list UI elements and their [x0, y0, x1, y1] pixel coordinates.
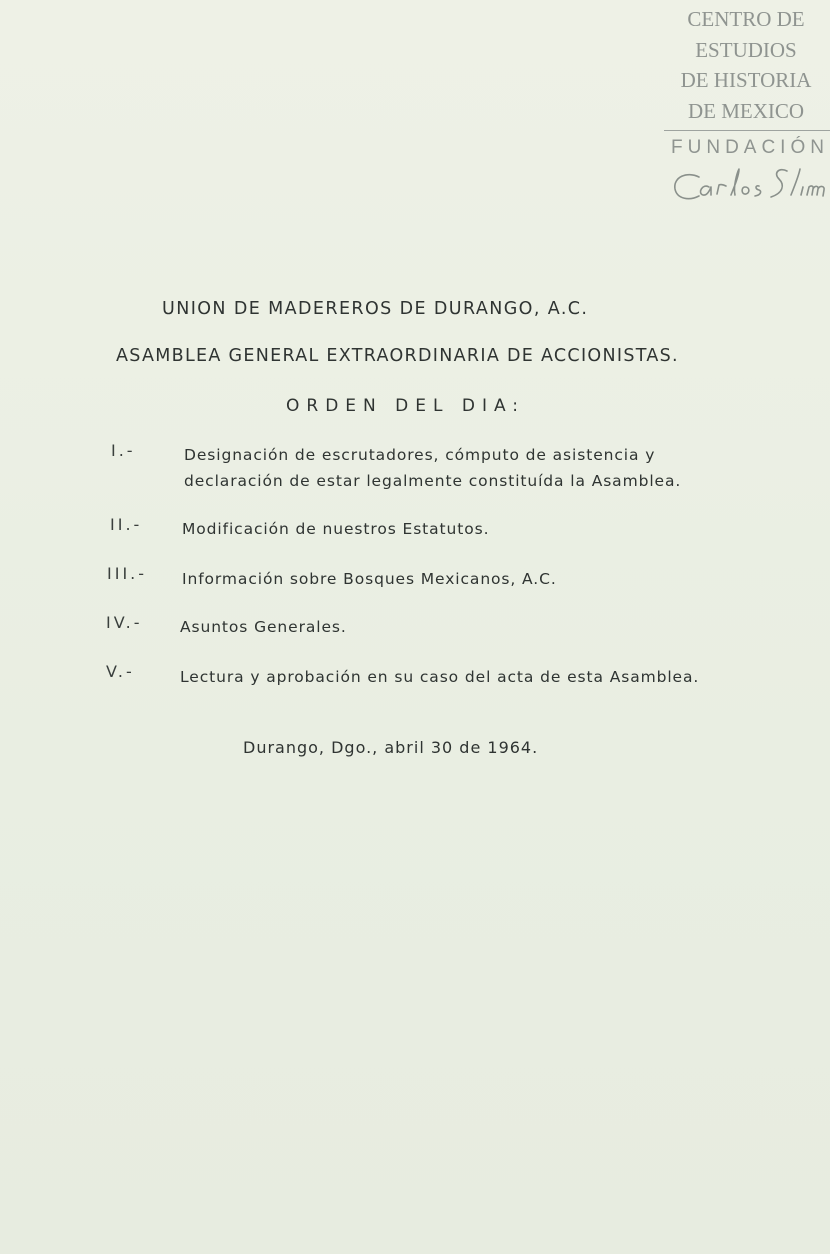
agenda-item-line: Designación de escrutadores, cómputo de asistencia y	[184, 446, 656, 464]
document-subtitle: ASAMBLEA GENERAL EXTRAORDINARIA DE ACCIONISTAS.	[116, 346, 679, 366]
agenda-item-line: declaración de estar legalmente constituída la Asamblea.	[184, 472, 682, 490]
stamp-line-1: CENTRO DE	[687, 7, 805, 31]
agenda-item-text	[184, 442, 681, 494]
agenda-item-line: Información sobre Bosques Mexicanos, A.C.	[182, 570, 557, 588]
agenda-item-line: Lectura y aprobación en su caso del acta de esta Asamblea.	[180, 668, 700, 686]
stamp-line-3: DE HISTORIA	[680, 68, 812, 92]
agenda-item-text	[182, 566, 557, 592]
document-date: Durango, Dgo., abril 30 de 1964.	[243, 738, 539, 757]
signature-graphic	[669, 163, 829, 209]
signature-logo	[668, 163, 830, 213]
agenda-item-line: Modificación de nuestros Estatutos.	[182, 520, 490, 538]
agenda-heading: ORDEN DEL DIA:	[286, 396, 526, 416]
agenda-item-line: Asuntos Generales.	[180, 618, 347, 636]
agenda-item-number: II.-	[110, 515, 143, 534]
agenda-item-number: V.-	[106, 662, 135, 681]
document-title: UNION DE MADEREROS DE DURANGO, A.C.	[162, 299, 589, 319]
agenda-item-number: I.-	[111, 441, 136, 460]
stamp-foundation-label: FUNDACIÓN	[671, 137, 829, 158]
agenda-item-number: IV.-	[106, 613, 143, 632]
stamp-divider	[664, 130, 830, 131]
archive-stamp	[662, 4, 830, 213]
agenda-item-text	[182, 516, 489, 542]
agenda-item-number: III.-	[107, 564, 148, 583]
agenda-item-text	[180, 664, 699, 690]
stamp-line-2: ESTUDIOS	[695, 37, 797, 62]
agenda-item-text	[180, 614, 347, 640]
stamp-line-4: DE MEXICO	[687, 98, 805, 123]
